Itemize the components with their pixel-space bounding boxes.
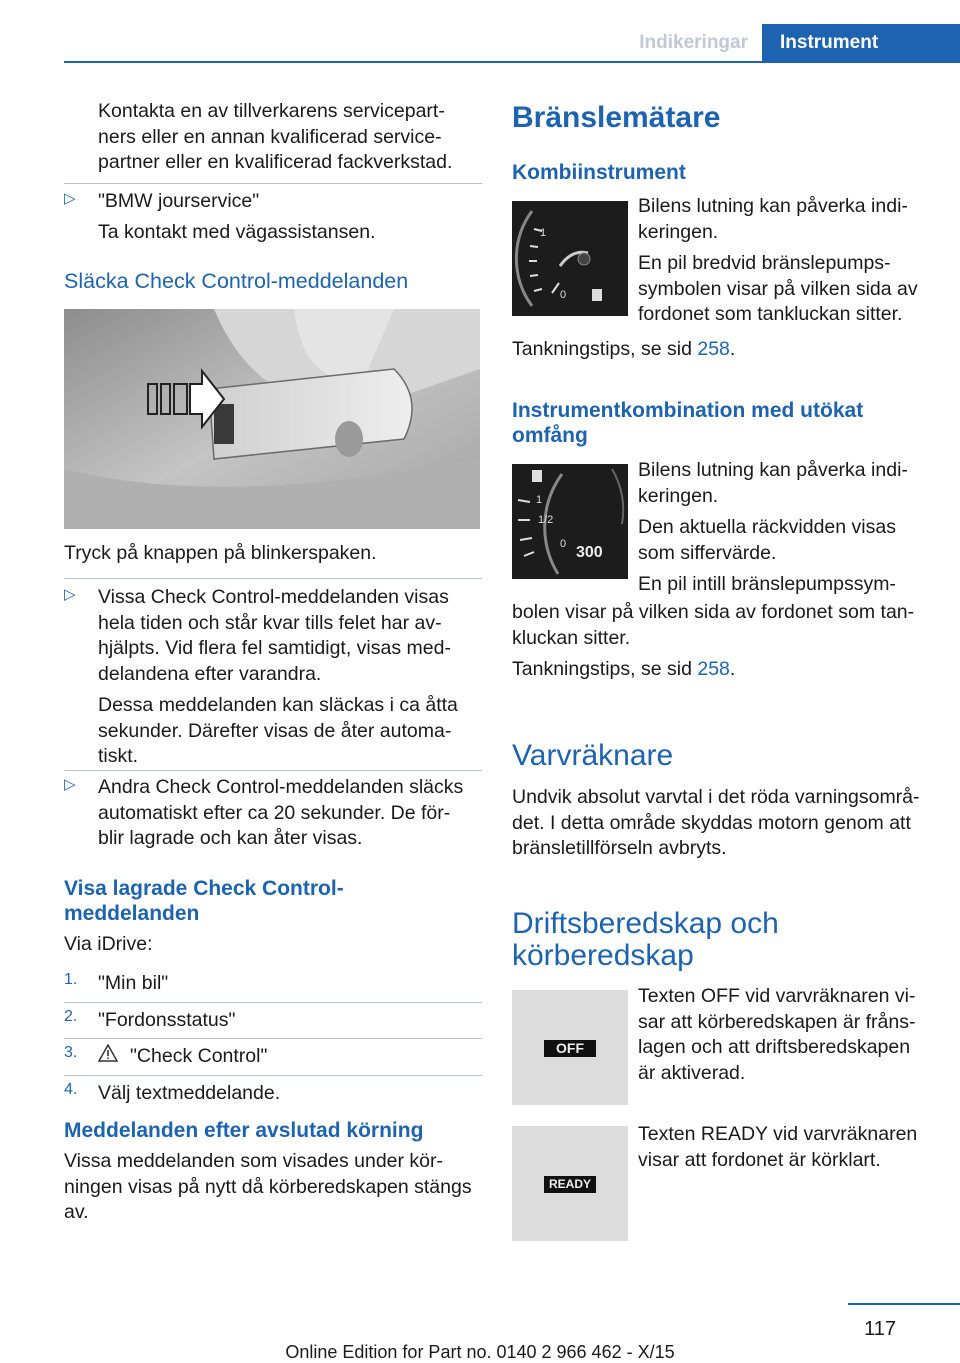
text-line: partner eller en kvalificerad fackverkstad. <box>98 151 453 173</box>
off-indicator-image <box>512 990 628 1105</box>
gauge-mark-empty: 0 <box>560 289 567 301</box>
triangle-bullet-icon: ▷ <box>64 190 76 207</box>
heading-kombiinstrument: Kombiinstrument <box>512 161 686 184</box>
heading-line: Visa lagrade Check Control- <box>64 877 344 900</box>
step-1 <box>64 971 482 997</box>
bullet-other-messages <box>64 775 482 852</box>
heading-utokat-omfang <box>512 398 863 448</box>
paragraph-varvraknare <box>512 785 932 862</box>
image-caption: Tryck på knappen på blinkerspaken. <box>64 542 377 564</box>
text-line: keringen. <box>638 220 719 243</box>
gauge-mark-half: 1/2 <box>538 514 554 526</box>
text-line: "Check Control" <box>130 1045 268 1067</box>
step-number: 2. <box>64 1007 78 1025</box>
text-line: tiskt. <box>98 745 139 767</box>
tankningstips-1 <box>512 337 735 363</box>
text-line: Texten OFF vid varvräknaren vi‐ <box>638 985 916 1007</box>
text: . <box>729 338 736 360</box>
text-line: som siffervärde. <box>638 541 777 564</box>
ready-label: READY <box>544 1176 596 1193</box>
heading-line: Driftsberedskap och <box>512 907 779 940</box>
text-line: Den aktuella räckvidden visas <box>638 516 896 538</box>
heading-visa-lagrade <box>64 876 344 926</box>
heading-meddelanden-efter: Meddelanden efter avslutad körning <box>64 1119 424 1142</box>
text-line: Undvik absolut varvtal i det röda varningsområ‐ <box>512 786 920 808</box>
step-number: 3. <box>64 1044 78 1061</box>
text-line: symbolen visar på vilken sida av <box>638 277 918 300</box>
range-readout: 300 <box>576 544 603 561</box>
header-rule <box>64 61 960 63</box>
gauge-mark-full: 1 <box>536 494 543 506</box>
off-text <box>638 984 938 1086</box>
text-line: Välj textmeddelande. <box>98 1081 281 1104</box>
fuel-gauge-image <box>512 201 628 316</box>
numbered-steps <box>64 971 482 1106</box>
text-line: En pil intill bränslepumpssym‐ <box>638 573 896 595</box>
extended-gauge-graphic <box>512 464 628 579</box>
text-line: keringen. <box>638 484 719 507</box>
triangle-bullet-icon: ▷ <box>64 776 76 793</box>
triangle-bullet-icon: ▷ <box>64 586 76 603</box>
bullet-some-messages <box>64 585 482 770</box>
text-line: hjälpts. Vid flera fel samtidigt, visas med‐ <box>98 637 451 659</box>
text-line: av. <box>64 1201 89 1223</box>
heading-line: meddelanden <box>64 902 200 925</box>
text-line: bolen visar på vilken sida av fordonet som tan‐ <box>512 601 915 623</box>
text-line: Andra Check Control-meddelanden släcks <box>98 776 464 798</box>
divider <box>64 1075 482 1076</box>
extended-fuel-gauge-image <box>512 464 628 579</box>
divider <box>64 1038 482 1039</box>
step-2 <box>64 1008 482 1034</box>
text-line: Kontakta en av tillverkarens servicepart‐ <box>98 100 445 122</box>
text-line: "BMW jourservice" <box>98 190 260 212</box>
heading-varvraknare: Varvräknare <box>512 739 674 772</box>
ready-text <box>638 1122 938 1173</box>
text-line: ningen visas på nytt då körberedskapen stängs <box>64 1175 472 1198</box>
divider <box>64 183 482 184</box>
text: . <box>729 658 736 680</box>
gauge-mark-empty: 0 <box>560 538 567 550</box>
step-number: 4. <box>64 1080 78 1098</box>
header-section-indikeringar: Indikeringar <box>639 32 748 53</box>
heading-line: Instrumentkombination med utökat <box>512 399 864 422</box>
text-line: Bilens lutning kan påverka indi‐ <box>638 195 908 217</box>
page-number-rule <box>848 1303 960 1305</box>
text-line: Bilens lutning kan påverka indi‐ <box>638 459 908 481</box>
text-line: Vissa Check Control-meddelanden visas <box>98 586 449 608</box>
text-line: kluckan sitter. <box>512 626 631 649</box>
text-line: bränsletillförseln avbryts. <box>512 837 727 859</box>
utokat-text <box>638 458 938 598</box>
gauge-mark-full: 1 <box>540 227 547 239</box>
text-line: "Fordonsstatus" <box>98 1008 236 1031</box>
text-line: Ta kontakt med vägassistansen. <box>98 220 376 243</box>
divider <box>64 770 482 771</box>
divider <box>64 578 482 579</box>
text-line: En pil bredvid bränslepumps‐ <box>638 252 891 274</box>
text-line: är aktiverad. <box>638 1061 746 1084</box>
text-line: visar att fordonet är körklart. <box>638 1148 881 1171</box>
text: Tankningstips, se sid <box>512 658 698 680</box>
edition-footer: Online Edition for Part no. 0140 2 966 462 - X/15 <box>285 1342 675 1362</box>
utokat-text-continued <box>512 600 932 651</box>
text-line: Dessa meddelanden kan släckas i ca åtta <box>98 694 458 716</box>
heading-branslematare: Bränslemätare <box>512 101 721 134</box>
paragraph-meddelanden <box>64 1149 484 1226</box>
heading-line: körberedskap <box>512 939 694 972</box>
step-number: 1. <box>64 971 78 988</box>
text-line: fordonet som tankluckan sitter. <box>638 303 903 325</box>
page-header <box>625 24 960 62</box>
kombi-text <box>638 194 938 328</box>
tankningstips-2 <box>512 657 735 683</box>
via-idrive: Via iDrive: <box>64 933 153 955</box>
text-line: det. I detta område skyddas motorn genom att <box>512 811 911 834</box>
heading-line: omfång <box>512 424 588 447</box>
bullet-bmw-jourservice <box>64 189 482 245</box>
header-section-instrument: Instrument <box>762 24 960 62</box>
text-line: Texten READY vid varvräknaren <box>638 1123 918 1145</box>
heading-driftsberedskap <box>512 908 779 972</box>
text-line: ners eller en annan kvalificerad service‐ <box>98 125 442 148</box>
text-line: blir lagrade och kan åter visas. <box>98 827 363 849</box>
turn-signal-lever-image <box>64 309 480 529</box>
text-line: "Min bil" <box>98 972 169 994</box>
text-line: Vissa meddelanden som visades under kör‐ <box>64 1150 444 1172</box>
off-label: OFF <box>544 1040 596 1057</box>
warning-triangle-icon <box>98 1044 118 1070</box>
page-number: 117 <box>864 1318 896 1340</box>
intro-paragraph <box>64 99 482 176</box>
page-link-258[interactable]: 258 <box>697 658 730 680</box>
text-line: hela tiden och står kvar tills felet har av‐ <box>98 611 442 634</box>
step-4 <box>64 1081 482 1107</box>
heading-slacka: Släcka Check Control-meddelanden <box>64 269 409 293</box>
ready-indicator-image <box>512 1126 628 1241</box>
fuel-gauge-graphic <box>512 201 628 316</box>
text: Tankningstips, se sid <box>512 338 698 360</box>
text-line: delandena efter varandra. <box>98 662 322 685</box>
text-line: sekunder. Därefter visas de åter automa‐ <box>98 719 452 742</box>
page-link-258[interactable]: 258 <box>697 338 730 360</box>
divider <box>64 1002 482 1003</box>
text-line: automatiskt efter ca 20 sekunder. De för‐ <box>98 801 451 824</box>
lever-illustration <box>64 309 480 529</box>
text-line: lagen och att driftsberedskapen <box>638 1036 911 1058</box>
text-line: sar att körberedskapen är fråns‐ <box>638 1010 916 1033</box>
step-3 <box>64 1044 482 1070</box>
